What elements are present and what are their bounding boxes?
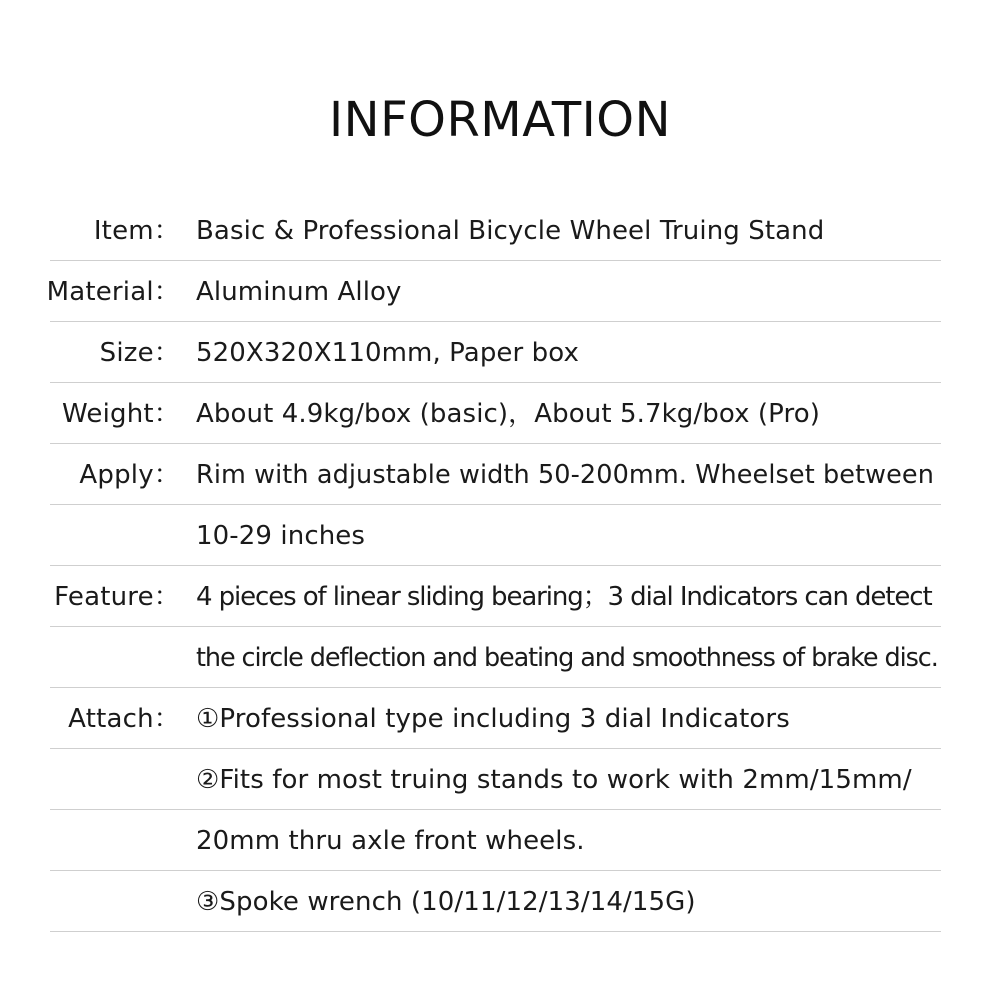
table-row bbox=[50, 200, 941, 261]
table-row bbox=[50, 383, 941, 444]
row-label-material: Material： bbox=[46, 277, 180, 307]
table-row bbox=[46, 261, 941, 322]
row-value-item: Basic & Professional Bicycle Wheel Truing Stand bbox=[196, 216, 825, 246]
table-row bbox=[50, 566, 941, 627]
table-row bbox=[50, 505, 941, 566]
row-value-attach-2-continued: 20mm thru axle front wheels. bbox=[196, 826, 585, 856]
table-row bbox=[50, 322, 941, 383]
row-value-apply: Rim with adjustable width 50-200mm. Wheelset between bbox=[196, 460, 934, 490]
row-value-feature: 4 pieces of linear sliding bearing；3 dial Indicators can detect bbox=[196, 582, 932, 612]
row-value-attach-3: ③Spoke wrench (10/11/12/13/14/15G) bbox=[196, 887, 696, 917]
row-value-attach-2: ②Fits for most truing stands to work with 2mm/15mm/ bbox=[196, 765, 912, 795]
page-title: INFORMATION bbox=[329, 92, 671, 148]
table-row bbox=[50, 688, 941, 749]
row-label-attach: Attach： bbox=[68, 704, 180, 734]
row-label-item: Item： bbox=[93, 216, 180, 246]
row-label-weight: Weight： bbox=[62, 399, 180, 429]
row-value-attach-1: ①Professional type including 3 dial Indicators bbox=[196, 704, 790, 734]
row-label-size: Size： bbox=[99, 338, 180, 368]
table-row bbox=[50, 810, 941, 871]
table-row bbox=[50, 444, 941, 505]
row-value-material: Aluminum Alloy bbox=[196, 277, 402, 307]
row-label-feature: Feature： bbox=[54, 582, 180, 612]
row-value-apply-continued: 10-29 inches bbox=[196, 521, 366, 551]
table-row bbox=[50, 871, 941, 932]
table-row bbox=[50, 749, 941, 810]
row-value-feature-continued: the circle deflection and beating and smoothness of brake disc. bbox=[196, 643, 938, 673]
information-table bbox=[46, 200, 941, 932]
table-row bbox=[50, 627, 941, 688]
row-label-apply: Apply： bbox=[79, 460, 180, 490]
row-value-weight: About 4.9kg/box (basic)，About 5.7kg/box (Pro) bbox=[196, 399, 820, 429]
row-value-size: 520X320X110mm, Paper box bbox=[196, 338, 579, 368]
